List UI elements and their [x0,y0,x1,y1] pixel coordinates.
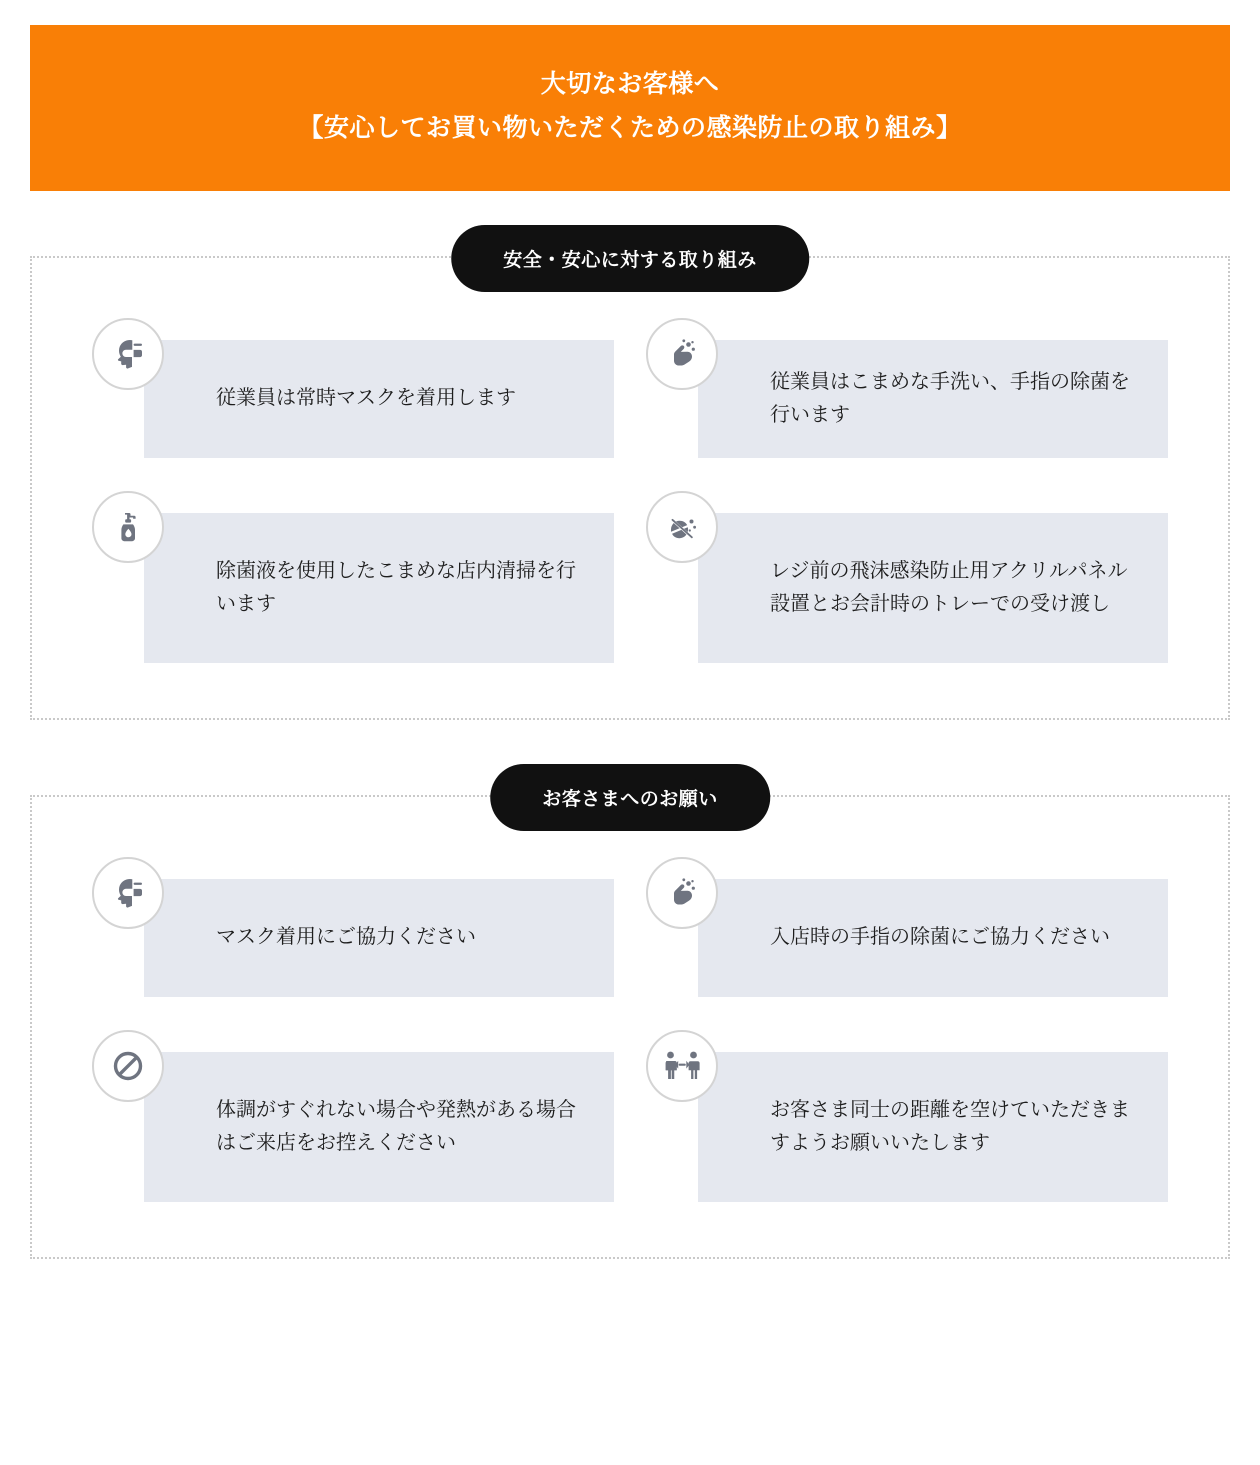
card-body [698,513,1168,663]
card-body [144,513,614,663]
card-body [698,1052,1168,1202]
list-item-label: 従業員は常時マスクを着用します [216,387,516,409]
list-item-label: 除菌液を使用したこまめな店内清掃を行います [216,559,576,615]
list-item [646,857,1168,1002]
banner-title-line1: 大切なお客様へ [540,70,720,98]
section-title: お客さまへのお願い [490,764,770,831]
list-item-label: レジ前の飛沫感染防止用アクリルパネル設置とお会計時のトレーでの受け渡し [770,559,1128,615]
section-store-measures [30,249,1230,720]
mask-face-icon [92,857,164,929]
list-item [92,857,614,1002]
list-item [92,1030,614,1202]
list-item [92,318,614,463]
header-banner [30,25,1230,191]
card-body [698,340,1168,458]
hand-wash-icon [646,857,718,929]
card-body [144,340,614,458]
card-body [144,879,614,997]
sanitizer-bottle-icon [92,491,164,563]
mask-face-icon [92,318,164,390]
droplet-block-icon [646,491,718,563]
list-item [92,491,614,663]
list-item [646,318,1168,463]
list-item-label: 入店時の手指の除菌にご協力ください [770,926,1110,948]
section-box [30,788,1230,1259]
list-item [646,491,1168,663]
list-item-label: マスク着用にご協力ください [216,926,476,948]
list-item-label: 体調がすぐれない場合や発熱がある場合はご来店をお控えください [216,1098,576,1154]
list-item-label: お客さま同士の距離を空けていただきますようお願いいたします [770,1098,1130,1154]
social-distance-icon [646,1030,718,1102]
banner-title-line2: 【安心してお買い物いただくための感染防止の取り組み】 [298,113,962,142]
no-entry-icon [92,1030,164,1102]
section-customer-requests [30,788,1230,1259]
list-item [646,1030,1168,1202]
card-grid [92,318,1168,663]
hand-wash-icon [646,318,718,390]
card-body [144,1052,614,1202]
card-body [698,879,1168,997]
section-title: 安全・安心に対する取り組み [451,225,809,292]
card-grid [92,857,1168,1202]
list-item-label: 従業員はこまめな手洗い、手指の除菌を行います [770,370,1130,426]
section-box [30,249,1230,720]
